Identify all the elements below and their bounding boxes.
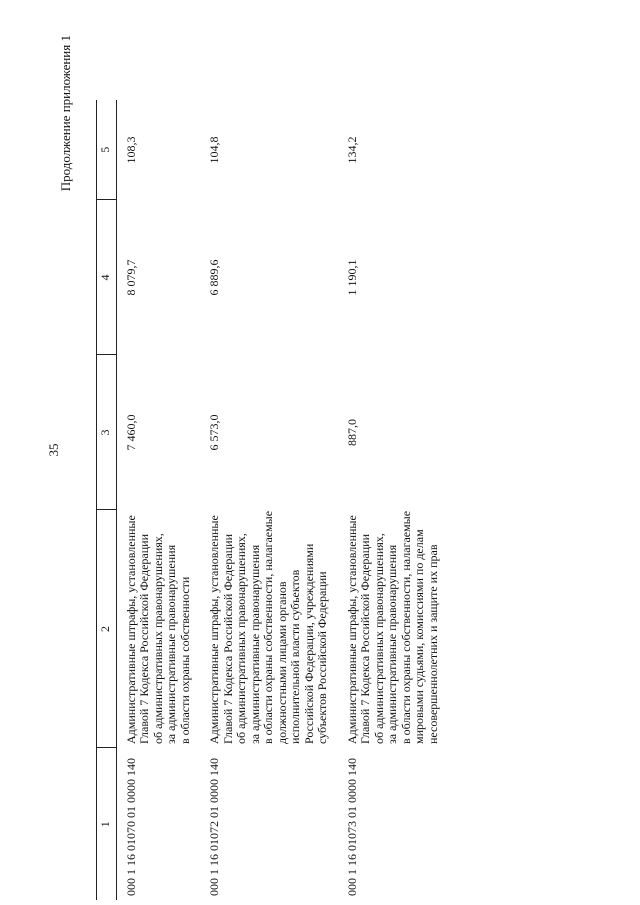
- value-col3-cell: 7 460,0: [123, 414, 138, 451]
- name-line: Административные штрафы, установленные: [344, 515, 359, 744]
- revenue-name-cell: [116, 510, 200, 748]
- name-line: за административные правонарушения: [247, 544, 262, 744]
- table-header-row: [97, 100, 117, 900]
- name-line: Российской Федерации, учреждениями: [301, 543, 316, 744]
- value-col4-cell: 6 889,6: [207, 259, 221, 296]
- name-line: должностными лицами органов: [274, 581, 289, 744]
- budget-code-cell: 000 1 16 01073 01 0000 140: [344, 758, 359, 896]
- column-header-3: 3: [97, 355, 117, 510]
- value-col4-cell: 8 079,7: [123, 259, 138, 296]
- appendix-table: [96, 100, 448, 900]
- name-line: Административные штрафы, установленные: [123, 515, 138, 744]
- continuation-label: Продолжение приложения 1: [58, 35, 73, 192]
- name-line: в области охраны собственности: [177, 576, 192, 744]
- name-line: Административные штрафы, установленные: [207, 515, 221, 744]
- value-col3-cell: 887,0: [344, 419, 359, 446]
- name-line: об административных правонарушениях,: [371, 533, 386, 744]
- value-col5-cell: 104,8: [207, 136, 221, 164]
- name-line: несовершеннолетних и защите их прав: [425, 544, 440, 744]
- name-line: Главой 7 Кодекса Российской Федерации: [358, 534, 372, 744]
- name-line: в области охраны собственности, налагаемые: [261, 510, 275, 744]
- name-line: исполнительной власти субъектов: [288, 569, 302, 744]
- page-number: 35: [46, 443, 61, 457]
- value-col5-cell: 108,3: [123, 136, 138, 164]
- table-row: [338, 100, 449, 900]
- name-line: за административные правонарушения: [385, 544, 399, 744]
- name-line: Главой 7 Кодекса Российской Федерации: [137, 534, 151, 744]
- name-line: Главой 7 Кодекса Российской Федерации: [220, 534, 235, 744]
- name-line: мировыми судьями, комиссиями по делам: [412, 529, 426, 744]
- budget-code-cell: 000 1 16 01070 01 0000 140: [123, 758, 138, 896]
- column-header-1: 1: [97, 748, 117, 900]
- name-line: за административные правонарушения: [164, 544, 178, 744]
- name-line: в области охраны собственности, налагаемые: [398, 510, 413, 744]
- column-header-5: 5: [97, 100, 117, 200]
- column-header-2: 2: [97, 510, 117, 748]
- name-line: об административных правонарушениях,: [150, 533, 165, 744]
- budget-code-cell: 000 1 16 01072 01 0000 140: [207, 758, 221, 896]
- value-col4-cell: 1 190,1: [344, 259, 359, 296]
- value-col5-cell: 134,2: [344, 136, 359, 164]
- name-line: об административных правонарушениях,: [234, 533, 248, 744]
- column-header-4: 4: [97, 200, 117, 355]
- revenue-name-cell: [338, 510, 449, 748]
- table-row: [116, 100, 200, 900]
- name-line: субъектов Российской Федерации: [315, 571, 329, 744]
- value-col3-cell: 6 573,0: [207, 414, 221, 451]
- revenue-name-cell: [200, 510, 338, 748]
- table-row: [200, 100, 338, 900]
